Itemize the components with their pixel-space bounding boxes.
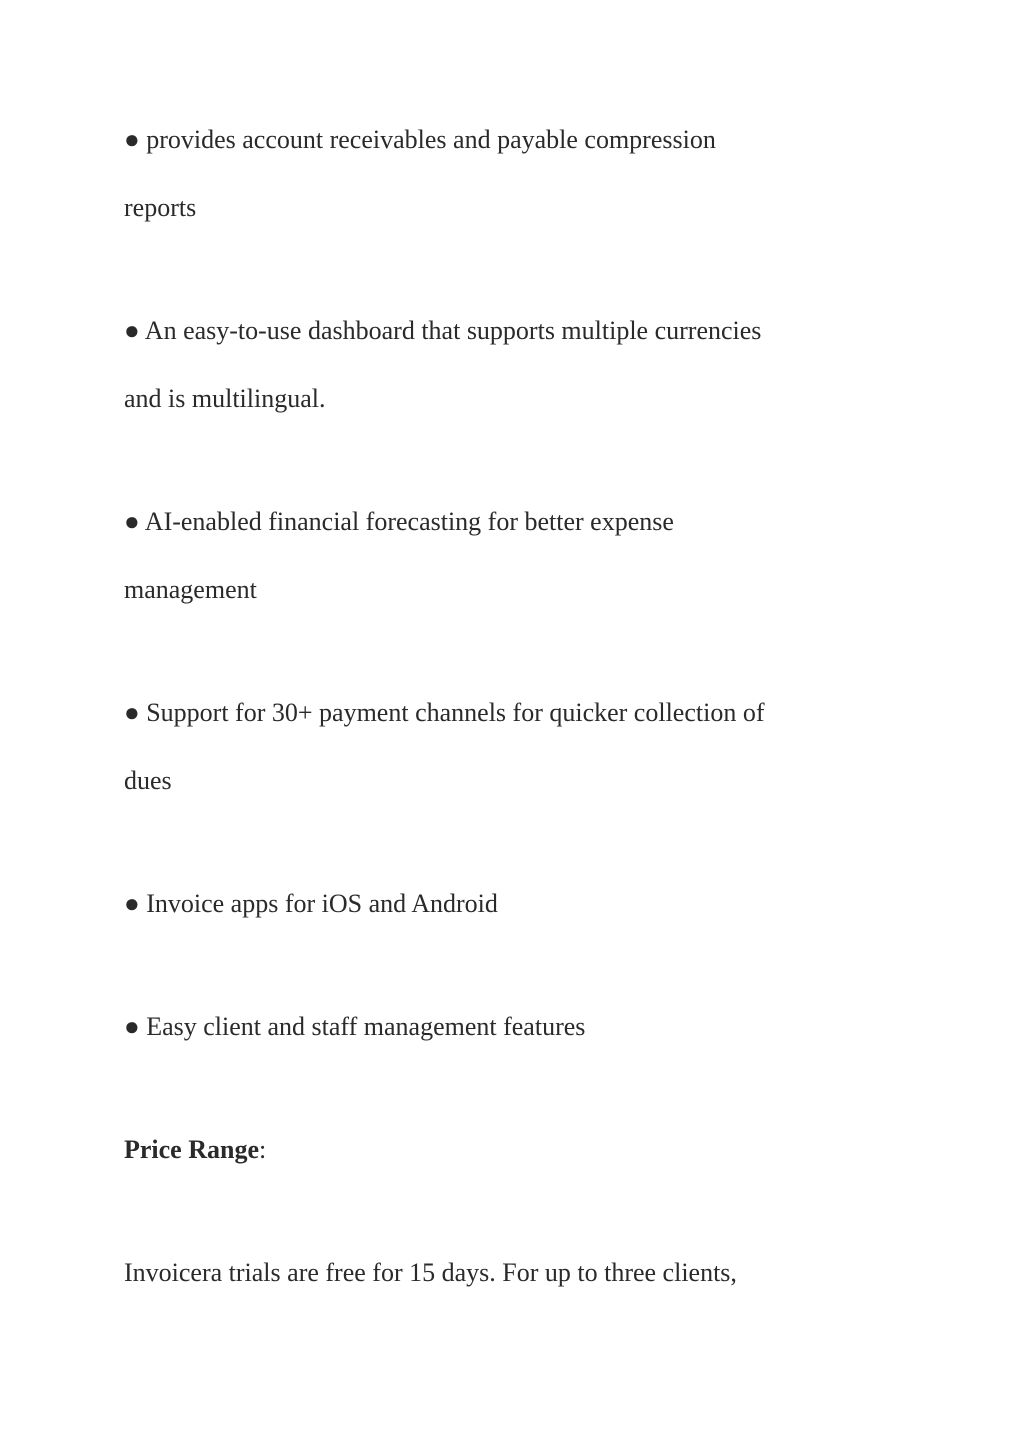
bullet-item-5-text: Invoice apps for iOS and Android [146,889,498,918]
bullet-icon: ● [124,698,140,727]
bullet-item-6-text: Easy client and staff management features [146,1012,586,1041]
bullet-item-2-text: An easy-to-use dashboard that supports multiple currencies [144,316,762,345]
bullet-item-3-line-1 [124,506,674,538]
bullet-item-4-text: Support for 30+ payment channels for quicker collection of [146,698,765,727]
bullet-item-4-line-2: dues [124,766,172,795]
bullet-item-1-line-2: reports [124,193,197,222]
bullet-item-3-text: AI-enabled financial forecasting for better expense [144,507,674,536]
bullet-item-1-text: provides account receivables and payable compression [146,125,716,154]
bullet-item-4-line-1 [124,697,764,729]
bullet-icon: ● [124,316,140,345]
price-paragraph-line-1: Invoicera trials are free for 15 days. For up to three clients, [124,1258,737,1287]
bullet-item-2-line-1 [124,315,761,347]
price-range-heading [124,1134,266,1166]
bullet-item-2-line-2: and is multilingual. [124,384,326,413]
bullet-icon: ● [124,507,140,536]
bullet-item-3-line-2: management [124,575,257,604]
bullet-item-5-line-1 [124,888,498,920]
bullet-item-6-line-1 [124,1011,585,1043]
price-range-heading-colon: : [259,1135,267,1164]
bullet-icon: ● [124,125,140,154]
bullet-item-1-line-1 [124,124,716,156]
price-range-heading-label: Price Range [124,1135,260,1164]
bullet-icon: ● [124,889,140,918]
bullet-icon: ● [124,1012,140,1041]
